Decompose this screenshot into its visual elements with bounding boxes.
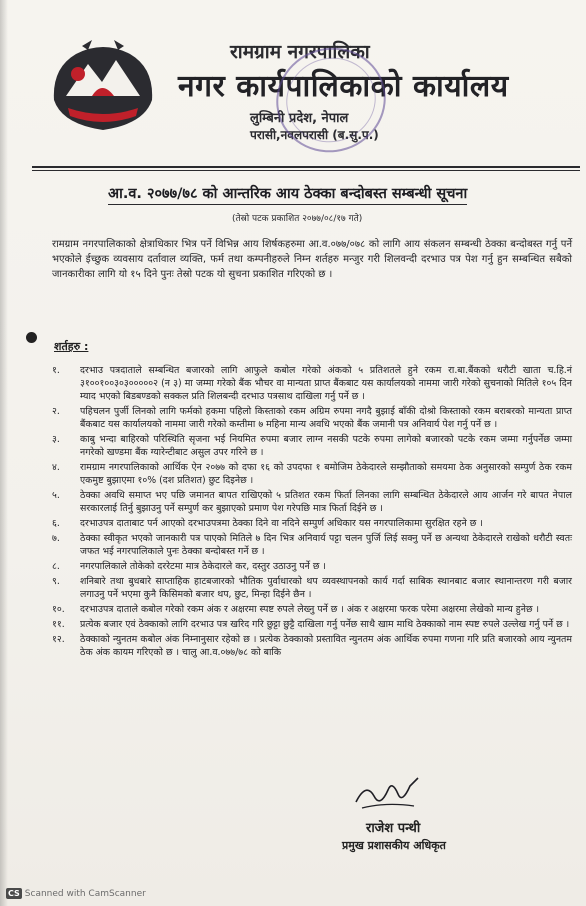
term-item (52, 364, 572, 403)
term-number: १०. (52, 604, 65, 615)
term-item (52, 532, 572, 558)
header-rule-thin (32, 170, 580, 171)
municipality-name: रामग्राम नगरपालिका (230, 41, 370, 63)
term-number: ६. (52, 518, 60, 529)
term-text: नगरपालिकाले तोकेको दररेटमा मात्र ठेकेदारले कर, दस्तुर उठाउनु पर्ने छ । (80, 561, 326, 572)
term-item (52, 618, 572, 631)
term-item (52, 575, 572, 601)
signer-name: राजेश पन्थी (366, 821, 421, 836)
term-item (52, 489, 572, 515)
term-text: ठेक्का स्वीकृत भएको जानकारी पत्र पाएको मितिले ७ दिन भित्र अनिवार्य पट्टा चलन पुर्जि लिई सक्नु पर्ने छ अन्यथा ठेकेदारले राखेको धरौटी स्वतः जफत भई नगरपालिकाले पुनः ठेक्का बन्दोबस्त गर्ने छ । (80, 533, 572, 557)
term-text: काबु भन्दा बाहिरको परिस्थिति सृजना भई नियमित रुपमा बजार लाग्न नसकी पटके रुपमा लागेको बजारको पटके रकम जम्मा गर्नुपर्नेछ जम्मा नगरेको खण्डमा बैंक ग्यारेन्टीबाट असुल उपर गरिने छ । (80, 434, 572, 458)
term-text: ठेक्काको न्युनतम कबोल अंक निम्नानुसार रहेको छ । प्रत्येक ठेक्काको प्रस्तावित न्युनतम अंक आर्थिक रुपमा गणना गरि प्रति बजारको आय न्युनतम ठेक अंक कायम गरिएको छ । चालु आ.व.०७७/७८ को बाकि (80, 634, 572, 658)
term-text: दरभाउपत्र दाताले कबोल गरेको रकम अंक र अक्षरमा स्पष्ट रुपले लेख्नु पर्ने छ । अंक र अक्षरमा फरक परेमा अक्षरमा लेखेको मान्य हुनेछ । (80, 604, 540, 615)
term-text: प्रत्येक बजार एवं ठेक्काको लागि दरभाउ पत्र खरिद गरि छुट्टा छुट्टै दाखिला गर्नु पर्नेछ साथै खाम माथि ठेक्काको नाम स्पष्ट रुपले उल्लेख गर्नु पर्ने छ । (80, 619, 570, 630)
term-text: शनिबारे तथा बुधबारे साप्ताहिक हाटबजारको भौतिक पुर्वाधारको थप व्यवस्थापनको कार्य गर्दा साबिक स्थानबाट बजार स्थानान्तरण गरी बजार लगाउनु पर्ने भएमा कुनै किसिमको बजार थप, छुट, मिन्हा दिईने छैन । (80, 576, 572, 600)
camscanner-logo: CS (8, 889, 20, 898)
term-number: ८. (52, 561, 60, 572)
term-item (52, 405, 572, 431)
term-number: ३. (52, 434, 60, 445)
term-item (52, 633, 572, 659)
punch-hole (26, 332, 37, 343)
address-line: परासी,नवलपरासी (ब.सु.प.) (250, 128, 379, 142)
terms-heading: शर्तहरु : (54, 340, 89, 353)
emblem-logo (48, 38, 158, 138)
office-name: नगर कार्यपालिकाको कार्यालय (178, 69, 509, 104)
term-number: ४. (52, 462, 60, 473)
camscanner-watermark (6, 888, 146, 899)
term-text: ठेक्का अवधि समाप्त भए पछि जमानत बापत राखिएको ५ प्रतिशत रकम फिर्ता लिनका लागि सम्बन्धित ठेकेदारले आय आर्जन गरे बापत नेपाल सरकारलाई तिर्नु बुझाउनु पर्ने सम्पुर्ण कर बुझाएको प्रमाण पेश गरेपछि मात्र फिर्ता दिईने छ । (80, 490, 572, 514)
scan-edge-shadow (0, 0, 8, 906)
signer-title: प्रमुख प्रशासकीय अधिकृत (342, 839, 446, 852)
term-number: १२. (52, 634, 65, 645)
term-text: दरभाउपत्र दाताबाट पर्न आएको दरभाउपत्रमा ठेक्का दिने वा नदिने सम्पुर्ण अधिकार यस नगरपालिकामा सुरक्षित रहने छ । (80, 518, 483, 529)
term-item (52, 433, 572, 459)
terms-list (52, 364, 572, 661)
notice-subtitle: (तेस्रो पटक प्रकाशित २०७७/०८/१७ गते) (232, 214, 363, 224)
term-number: ७. (52, 533, 60, 544)
term-number: ११. (52, 619, 65, 630)
term-item (52, 517, 572, 530)
term-item (52, 560, 572, 573)
notice-title: आ.व. २०७७/७८ को आन्तरिक आय ठेक्का बन्दोबस्त सम्बन्धी सूचना (108, 183, 467, 205)
term-number: १. (52, 365, 60, 376)
term-item (52, 603, 572, 616)
handwritten-signature (352, 772, 424, 816)
term-number: ९. (52, 576, 60, 587)
term-number: ५. (52, 490, 60, 501)
term-item (52, 461, 572, 487)
term-number: २. (52, 406, 60, 417)
term-text: दरभाउ पत्रदाताले सम्बन्धित बजारको लागि आफुले कबोल गरेको अंकको ५ प्रतिशतले हुने रकम रा.बा.बैंकको धरौटी खाता च.हि.नं ३१००१००३०३०००००२ (न ३) मा जम्मा गरेको बैंक भौचर वा मान्यता प्राप्त बैंकबाट यस कार्यालयको नाममा जारी गरेको सुचनाको मितिले १०५ दिन म्याद भएको बिडबण्डको सक्कल प्रति शिलबन्दी दरभाउ पत्रसाथ दाखिला गर्नु पर्ने छ । (80, 365, 572, 402)
header-rule (32, 166, 580, 168)
term-text: रामग्राम नगरपालिकाको आर्थिक ऐन २०७७ को दफा १६ को उपदफा १ बमोजिम ठेकेदारले सम्झौताको समयमा ठेक अनुसारको सम्पुर्ण ठेक रकम एकमुष्ट बुझाएमा १०% (दश प्रतिशत) छुट दिइनेछ । (80, 462, 572, 486)
province-line: लुम्बिनी प्रदेश, नेपाल (250, 111, 349, 126)
term-text: पहिचलन पुर्जी लिनको लागि फर्मको हकमा पहिलो किस्ताको रकम अग्रिम रुपमा नगदै बुझाई बाँकी दोश्रो किस्ताको रकम बराबरको मान्यता प्राप्त बैंकबाट यस कार्यालयको नाममा जारी गरेको कम्तीमा ७ महिना मान्य अवधि भएको बैंक जमानी पत्र अनिवार्य पेश गर्नु पर्ने छ । (80, 406, 572, 430)
notice-intro: रामग्राम नगरपालिकाको क्षेत्राधिकार भित्र पर्ने विभिन्न आय शिर्षकहरुमा आ.व.०७७/०७८ को लागि आय संकलन सम्बन्धी ठेक्का बन्दोबस्त गर्नु पर्ने भएकोले ईच्छुक व्यवसाय दर्तावाल व्यक्ति, फर्म तथा कम्पनीहरुले निम्न शर्तहरु मन्जुर गरी शिलवन्दी दरभाउ पत्र पेश गर्नु हुन सम्बन्धित सबैको जानकारीका लागि यो १५ दिने पुनः तेस्रो पटक यो सुचना प्रकाशित गरिएको छ । (52, 239, 572, 280)
camscanner-text: Scanned with CamScanner (24, 889, 146, 899)
